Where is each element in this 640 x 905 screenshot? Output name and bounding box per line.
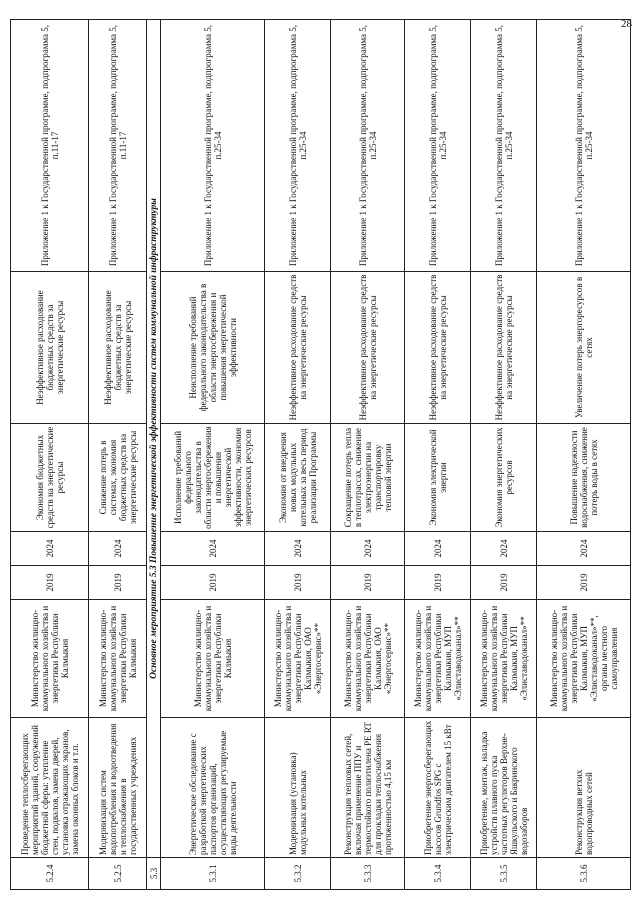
expected-result: Снижение потерь в системах, экономия бюджетных средств на энергетические ресурсы: [89, 424, 147, 532]
measure-name: Реконструкция тепловых сетей, включая применение ППУ и термостойкого полиэтилена PE RT для прокладки теплоснабжения протяженностью 4,15 км: [331, 718, 405, 858]
row-number: 5.2.4: [11, 858, 89, 890]
executor: Министерство жилищно-коммунального хозяйства и энергетики Республики Калмыкия: [161, 600, 265, 718]
expected-result: Экономия от внедрения новых модульных котельных за весь период реализации Программы: [265, 424, 331, 532]
row-number: 5.2.5: [89, 858, 147, 890]
expected-result: Экономия электрической энергии: [405, 424, 471, 532]
row-number: 5.3.4: [405, 858, 471, 890]
consequence: Неэффективное расходование бюджетных средств за энергетические ресурсы: [89, 272, 147, 424]
start-year: 2019: [161, 566, 265, 600]
start-year: 2019: [405, 566, 471, 600]
table-row: [405, 20, 471, 890]
end-year: 2024: [405, 532, 471, 566]
expected-result: Повышение надежности водоснабжения, снижение потерь воды в сетях: [537, 424, 631, 532]
section-title: Основное мероприятие 5.3 Повышение энергетической эффективности систем коммунальной инфраструктуры: [147, 20, 161, 858]
table-row: [11, 20, 89, 890]
table-row: [471, 20, 537, 890]
end-year: 2024: [471, 532, 537, 566]
measure-name: Приобретение, монтаж, наладка устройств плавного пуска частотных регуляторов Верхне-Яшкульского и Бакринского водозаборов: [471, 718, 537, 858]
row-number: 5.3.1: [161, 858, 265, 890]
executor: Министерство жилищно-коммунального хозяйства и энергетики Республики Калмыкия, ОАО «Энергосервис»**: [331, 600, 405, 718]
consequence: Неэффективное расходование средств на энергетические ресурсы: [471, 272, 537, 424]
start-year: 2019: [11, 566, 89, 600]
page-number: 28: [621, 18, 632, 30]
executor: Министерство жилищно-коммунального хозяйства и энергетики Республики Калмыкия, МУП «Элиставодоканал»**: [405, 600, 471, 718]
consequence: Неэффективное расходование средств на энергетические ресурсы: [331, 272, 405, 424]
table-row: [89, 20, 147, 890]
executor: Министерство жилищно-коммунального хозяйства и энергетики Республики Калмыкия, ОАО «Энергосервис»**: [265, 600, 331, 718]
executor: Министерство жилищно-коммунального хозяйства и энергетики Республики Калмыкия, МУП «Элиставодоканал»**, органы местного самоуправления: [537, 600, 631, 718]
table-row: [161, 20, 265, 890]
measure-name: Проведение теплосберегающих мероприятий зданий, сооружений бюджетной сферы: утепление стен, подвалов, замена дверей, установка отражающих экранов, замена оконных блоков и т.п.: [11, 718, 89, 858]
end-year: 2024: [89, 532, 147, 566]
start-year: 2019: [471, 566, 537, 600]
end-year: 2024: [265, 532, 331, 566]
section-row: [147, 20, 161, 890]
expected-result: Сокращение потерь тепла в теплотрассах, снижение электроэнергии на транспортировку тепловой энергии: [331, 424, 405, 532]
program-link: Приложение 1 к Государственной программе, подпрограмма 5, п.25-34: [405, 20, 471, 272]
expected-result: Исполнение требований федерального законодательства в области энергосбережения и повышения энергетической эффективности, экономия энергетических ресурсов: [161, 424, 265, 532]
program-link: Приложение 1 к Государственной программе, подпрограмма 5, п.25-34: [471, 20, 537, 272]
expected-result: Экономия энергетических ресурсов: [471, 424, 537, 532]
consequence: Неэффективное расходование средств на энергетические ресурсы: [405, 272, 471, 424]
row-number: 5.3.5: [471, 858, 537, 890]
table-row: [265, 20, 331, 890]
row-number: 5.3.6: [537, 858, 631, 890]
program-link: Приложение 1 к Государственной программе, подпрограмма 5, п.25-34: [265, 20, 331, 272]
row-number: 5.3.3: [331, 858, 405, 890]
section-number: 5.3: [147, 858, 161, 890]
row-number: 5.3.2: [265, 858, 331, 890]
end-year: 2024: [11, 532, 89, 566]
consequence: Неэффективное расходование средств на энергетические ресурсы: [265, 272, 331, 424]
measure-name: Модернизация (установка) модульных котельных: [265, 718, 331, 858]
end-year: 2024: [161, 532, 265, 566]
start-year: 2019: [265, 566, 331, 600]
expected-result: Экономия бюджетных средств на энергетические ресурсы: [11, 424, 89, 532]
program-link: Приложение 1 к Государственной программе, подпрограмма 5, п.25-34: [161, 20, 265, 272]
measure-name: Модернизация систем водопотребления и водоотведения и теплоснабжения в государственных учреждениях: [89, 718, 147, 858]
measure-name: Энергетическое обследование с разработкой энергетических паспортов организаций, осуществляющих регулируемые виды деятельности: [161, 718, 265, 858]
executor: Министерство жилищно-коммунального хозяйства и энергетики Республики Калмыкия: [89, 600, 147, 718]
executor: Министерство жилищно-коммунального хозяйства и энергетики Республики Калмыкия, МУП «Элиставодоканал»**: [471, 600, 537, 718]
table-row: [537, 20, 631, 890]
measure-name: Приобретение энергосберегающих насосов Grundfos SPG с электрическим двигателем 15 кВт: [405, 718, 471, 858]
consequence: Неэффективное расходование бюджетных средств за энергетические ресурсы: [11, 272, 89, 424]
program-link: Приложение 1 к Государственной программе, подпрограмма 5, п.11-17: [89, 20, 147, 272]
program-link: Приложение 1 к Государственной программе, подпрограмма 5, п.25-34: [537, 20, 631, 272]
start-year: 2019: [331, 566, 405, 600]
start-year: 2019: [537, 566, 631, 600]
program-link: Приложение 1 к Государственной программе, подпрограмма 5, п.25-34: [331, 20, 405, 272]
program-measures-table: [10, 19, 631, 890]
program-link: Приложение 1 к Государственной программе, подпрограмма 5, п.11-17: [11, 20, 89, 272]
start-year: 2019: [89, 566, 147, 600]
consequence: Неисполнение требований федерального законодательства в области энергосбережения и повышения энергетической эффективности: [161, 272, 265, 424]
rotated-table-container: [10, 20, 630, 890]
consequence: Увеличение потерь энергоресурсов в сетях: [537, 272, 631, 424]
executor: Министерство жилищно-коммунального хозяйства и энергетики Республики Калмыкия: [11, 600, 89, 718]
end-year: 2024: [331, 532, 405, 566]
end-year: 2024: [537, 532, 631, 566]
table-row: [331, 20, 405, 890]
measure-name: Реконструкция ветхих водопроводных сетей: [537, 718, 631, 858]
